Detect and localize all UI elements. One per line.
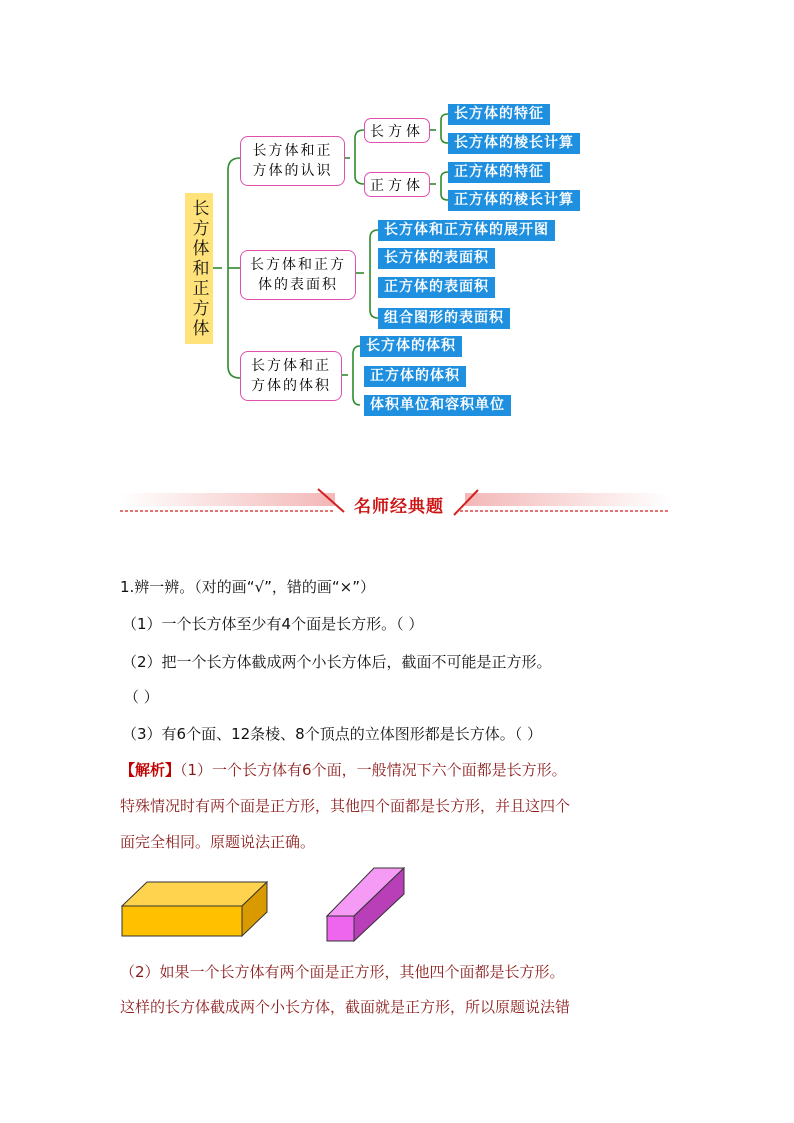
- question-item-3: （3）有6个面、12条棱、8个顶点的立体图形都是长方体。（ ）: [122, 725, 542, 743]
- leaf-volume-units: 体积单位和容积单位: [364, 395, 511, 416]
- mindmap-root-label: 长方体和正方体: [188, 198, 209, 339]
- leaf-cuboid-edge-length: 长方体的棱长计算: [448, 133, 580, 154]
- leaf-cube-edge-length: 正方体的棱长计算: [448, 190, 580, 211]
- analysis-line-5: 这样的长方体截成两个小长方体，截面就是正方形，所以原题说法错: [120, 998, 571, 1016]
- category-volume-label: 长方体和正方体的体积: [251, 358, 331, 394]
- leaf-composite-surface-area: 组合图形的表面积: [378, 308, 510, 329]
- category-recognition-label: 长方体和正方体的认识: [252, 143, 333, 179]
- orange-cuboid: [122, 882, 267, 936]
- analysis-line-3: 面完全相同。原题说法正确。: [120, 833, 316, 851]
- question-item-2-blank: （ ）: [124, 688, 159, 706]
- leaf-nets: 长方体和正方体的展开图: [378, 220, 555, 241]
- question-item-1: （1）一个长方体至少有4个面是长方形。（ ）: [122, 615, 424, 633]
- leaf-cube-features: 正方体的特征: [448, 162, 550, 183]
- question-intro: 1.辨一辨。（对的画“√”，错的画“×”）: [120, 578, 376, 596]
- leaf-cuboid-volume: 长方体的体积: [360, 336, 462, 357]
- analysis-line-2: 特殊情况时有两个面是正方形，其他四个面都是长方形，并且这四个: [120, 797, 571, 815]
- subcategory-cuboid: 长方体: [364, 118, 430, 143]
- leaf-cube-surface-area: 正方体的表面积: [378, 277, 495, 298]
- banner-title: 名师经典题: [354, 497, 444, 517]
- leaf-cuboid-features: 长方体的特征: [448, 104, 550, 125]
- analysis-tag: 【解析】: [120, 761, 181, 779]
- magenta-cuboid: [327, 868, 404, 941]
- category-surface-area-label: 长方体和正方体的表面积: [250, 257, 346, 293]
- subcategory-cube: 正方体: [364, 172, 430, 197]
- analysis-line-1: 【解析】（1）一个长方体有6个面，一般情况下六个面都是长方形。: [120, 761, 567, 779]
- question-item-2: （2）把一个长方体截成两个小长方体后，截面不可能是正方形。: [122, 653, 552, 671]
- leaf-cube-volume: 正方体的体积: [364, 366, 466, 387]
- analysis-line-4: （2）如果一个长方体有两个面是正方形，其他四个面都是长方形。: [120, 963, 565, 981]
- leaf-cuboid-surface-area: 长方体的表面积: [378, 248, 495, 269]
